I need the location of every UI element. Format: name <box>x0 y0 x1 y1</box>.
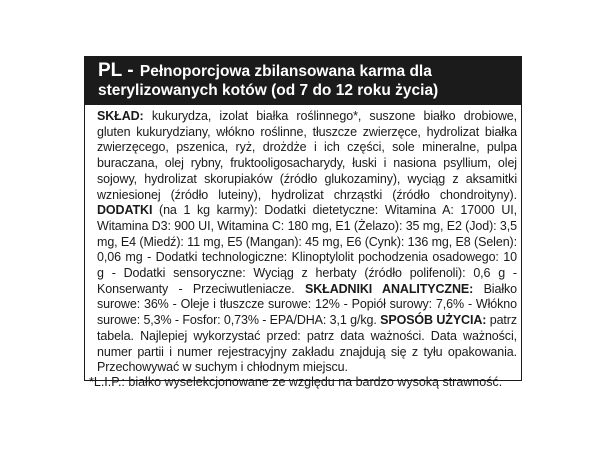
usage-label: SPOSÓB UŻYCIA: <box>380 313 487 328</box>
additives-text: (na 1 kg karmy): Dodatki dietetyczne: Witamina A: 17000 UI, Witamina D3: 900 UI, Witamina C: 180 mg, E1 (Żelazo): 35 mg, E2 (Jod): 3,5 mg, E4 (Miedź): 11 mg, E5 (Mangan): 45 mg, E6 (Cynk): 136 mg, E8 (Selen): 0,06 mg - Dodatki technologiczne: Klinoptylolit pochodzenia osadowego: 10 g - Dodatki sensoryczne: Wyciąg z herbaty (źródło polifenoli): 0,6 g - Konserwanty - Przeciwutleniacze. <box>97 203 518 296</box>
pet-food-label-pl <box>84 56 522 381</box>
composition-section <box>97 109 517 376</box>
storage-text: Najlepiej wykorzystać przed: patrz data ważności. Data ważności, numer partii i numer rejestracyjny zakładu znajdują się z tyłu opakowania. Przechowywać w suchym i chłodnym miejscu. <box>97 328 518 375</box>
composition-text: kukurydza, izolat białka roślinnego*, suszone białko drobiowe, gluten kukurydziany, włókno roślinne, tłuszcze zwierzęce, hydrolizat białka zwierzęcego, pszenica, ryż, drożdże i ich części, sole mineralne, pulpa buraczana, olej rybny, fruktooligosacharydy, łuski i nasiona psyllium, olej sojowy, hydrolizat skorupiaków (źródło glukozaminy), wyciąg z aksamitki wzniesionej (źródło luteiny), hydrolizat chrząstki (źródło chondroityny). <box>97 109 518 202</box>
footnote: *L.I.P.: białko wyselekcjonowane ze względu na bardzo wysoką strawność. <box>89 375 503 389</box>
additives-label: DODATKI <box>97 203 153 218</box>
label-body <box>84 105 522 381</box>
analytical-label: SKŁADNIKI ANALITYCZNE: <box>305 281 474 296</box>
label-header <box>84 56 522 105</box>
usage-text: patrz tabela. <box>97 313 518 343</box>
language-code: PL - <box>98 60 134 81</box>
composition-label: SKŁAD: <box>97 109 144 123</box>
product-title: Pełnoporcjowa zbilansowana karma dla sterylizowanych kotów (od 7 do 12 roku życia) <box>98 63 439 99</box>
analytical-text: Białko surowe: 36% - Oleje i tłuszcze surowe: 12% - Popiół surowy: 7,6% - Włókno surowe: 5,3% - Fosfor: 0,73% - EPA/DHA: 3,1 g/kg. <box>97 281 518 328</box>
